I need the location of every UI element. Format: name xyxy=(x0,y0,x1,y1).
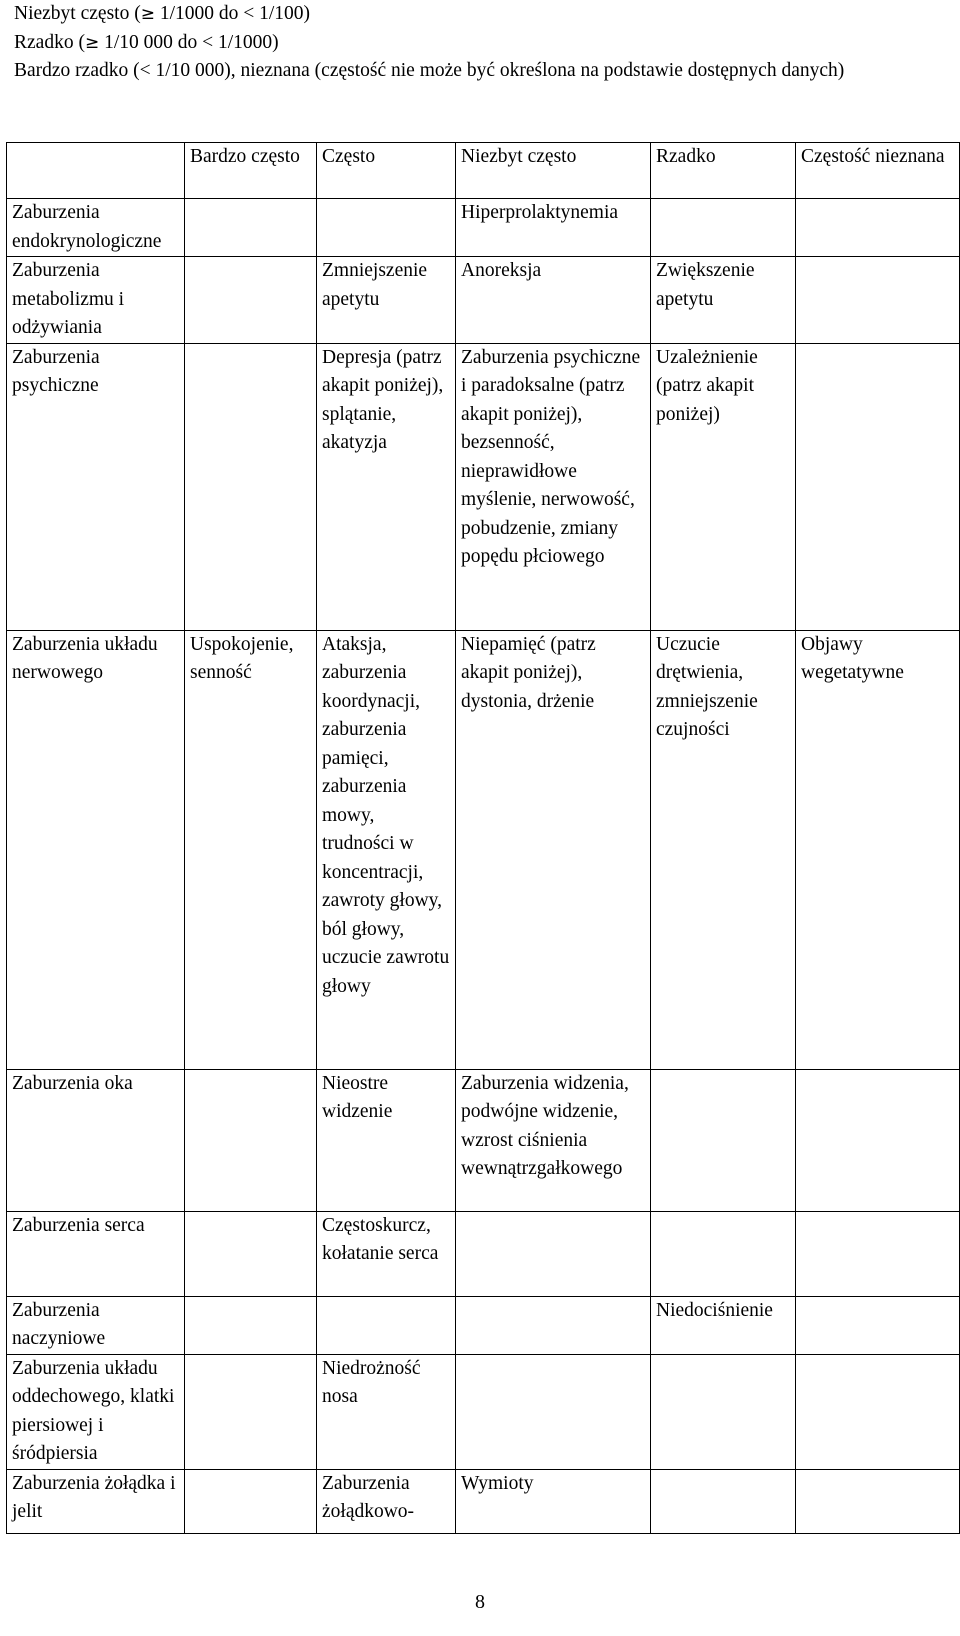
table-cell xyxy=(185,257,317,344)
page-number: 8 xyxy=(475,1591,485,1613)
table-row xyxy=(7,199,960,257)
adverse-reactions-table xyxy=(6,142,960,1534)
table-cell xyxy=(456,1296,651,1354)
table-cell: Uspokojenie, senność xyxy=(185,630,317,1069)
table-cell xyxy=(796,1296,960,1354)
table-cell: Zaburzenia widzenia, podwójne widzenie, wzrost ciśnienia wewnątrzgałkowego xyxy=(456,1069,651,1211)
table-row xyxy=(7,1069,960,1211)
table-cell xyxy=(185,1211,317,1296)
table-cell: Zwiększenie apetytu xyxy=(651,257,796,344)
table-cell: Zaburzenia układu nerwowego xyxy=(7,630,185,1069)
header-unknown: Częstość nieznana xyxy=(796,143,960,199)
table-cell xyxy=(185,1354,317,1469)
table-cell xyxy=(796,199,960,257)
table-cell: Zaburzenia naczyniowe xyxy=(7,1296,185,1354)
table-cell: Anoreksja xyxy=(456,257,651,344)
header-rare: Rzadko xyxy=(651,143,796,199)
table-cell xyxy=(796,1069,960,1211)
table-cell: Zaburzenia układu oddechowego, klatki piersiowej i śródpiersia xyxy=(7,1354,185,1469)
table-cell xyxy=(651,1354,796,1469)
table-cell: Zaburzenia oka xyxy=(7,1069,185,1211)
table-cell: Wymioty xyxy=(456,1469,651,1533)
table-header-row xyxy=(7,143,960,199)
table-cell: Częstoskurcz, kołatanie serca xyxy=(317,1211,456,1296)
table-row xyxy=(7,1296,960,1354)
table-cell xyxy=(185,1469,317,1533)
table-cell xyxy=(651,1069,796,1211)
table-cell: Uczucie drętwienia, zmniejszenie czujności xyxy=(651,630,796,1069)
table-cell: Niedrożność nosa xyxy=(317,1354,456,1469)
frequency-very-rare: Bardzo rzadko (< 1/10 000), nieznana (częstość nie może być określona na podstawie dostępnych danych) xyxy=(14,60,845,81)
table-cell: Ataksja, zaburzenia koordynacji, zaburzenia pamięci, zaburzenia mowy, trudności w koncentracji, zawroty głowy, ból głowy, uczucie zawrotu głowy xyxy=(317,630,456,1069)
header-uncommon: Niezbyt często xyxy=(456,143,651,199)
table-cell xyxy=(796,257,960,344)
table-cell xyxy=(651,199,796,257)
table-row xyxy=(7,343,960,630)
table-cell xyxy=(185,1296,317,1354)
table-cell xyxy=(796,343,960,630)
table-cell xyxy=(796,1469,960,1533)
table-cell: Zaburzenia psychiczne i paradoksalne (patrz akapit poniżej), bezsenność, nieprawidłowe myślenie, nerwowość, pobudzenie, zmiany popędu płciowego xyxy=(456,343,651,630)
table-cell xyxy=(185,199,317,257)
table-cell: Hiperprolaktynemia xyxy=(456,199,651,257)
table-cell: Depresja (patrz akapit poniżej), splątanie, akatyzja xyxy=(317,343,456,630)
greater-equal-symbol: ≥ xyxy=(84,32,100,53)
table-cell: Zaburzenia endokrynologiczne xyxy=(7,199,185,257)
table-cell: Zaburzenia serca xyxy=(7,1211,185,1296)
table-cell: Zaburzenia metabolizmu i odżywiania xyxy=(7,257,185,344)
table-cell: Zaburzenia żołądka i jelit xyxy=(7,1469,185,1533)
table-cell xyxy=(651,1211,796,1296)
header-common: Często xyxy=(317,143,456,199)
table-cell: Zaburzenia żołądkowo- xyxy=(317,1469,456,1533)
frequency-rare: Rzadko (≥ 1/10 000 do < 1/1000) xyxy=(14,31,279,53)
table-row xyxy=(7,1211,960,1296)
header-organ-class xyxy=(7,143,185,199)
table-cell xyxy=(456,1211,651,1296)
table-cell xyxy=(796,1211,960,1296)
table-cell: Nieostre widzenie xyxy=(317,1069,456,1211)
table-cell: Niepamięć (patrz akapit poniżej), dystonia, drżenie xyxy=(456,630,651,1069)
header-very-common: Bardzo często xyxy=(185,143,317,199)
table-cell xyxy=(456,1354,651,1469)
table-cell xyxy=(185,1069,317,1211)
table-cell xyxy=(796,1354,960,1469)
greater-equal-symbol: ≥ xyxy=(140,4,155,24)
table-row xyxy=(7,1354,960,1469)
table-cell xyxy=(317,199,456,257)
table-cell: Zaburzenia psychiczne xyxy=(7,343,185,630)
table-cell: Zmniejszenie apetytu xyxy=(317,257,456,344)
table-cell: Niedociśnienie xyxy=(651,1296,796,1354)
table-cell xyxy=(651,1469,796,1533)
table-cell: Uzależnienie (patrz akapit poniżej) xyxy=(651,343,796,630)
table-row xyxy=(7,257,960,344)
table-row xyxy=(7,1469,960,1533)
table-cell xyxy=(185,343,317,630)
intro-text xyxy=(14,0,944,86)
table-cell: Objawy wegetatywne xyxy=(796,630,960,1069)
table-row xyxy=(7,630,960,1069)
frequency-uncommon: Niezbyt często (≥ 1/1000 do < 1/100) xyxy=(14,3,311,24)
table-cell xyxy=(317,1296,456,1354)
